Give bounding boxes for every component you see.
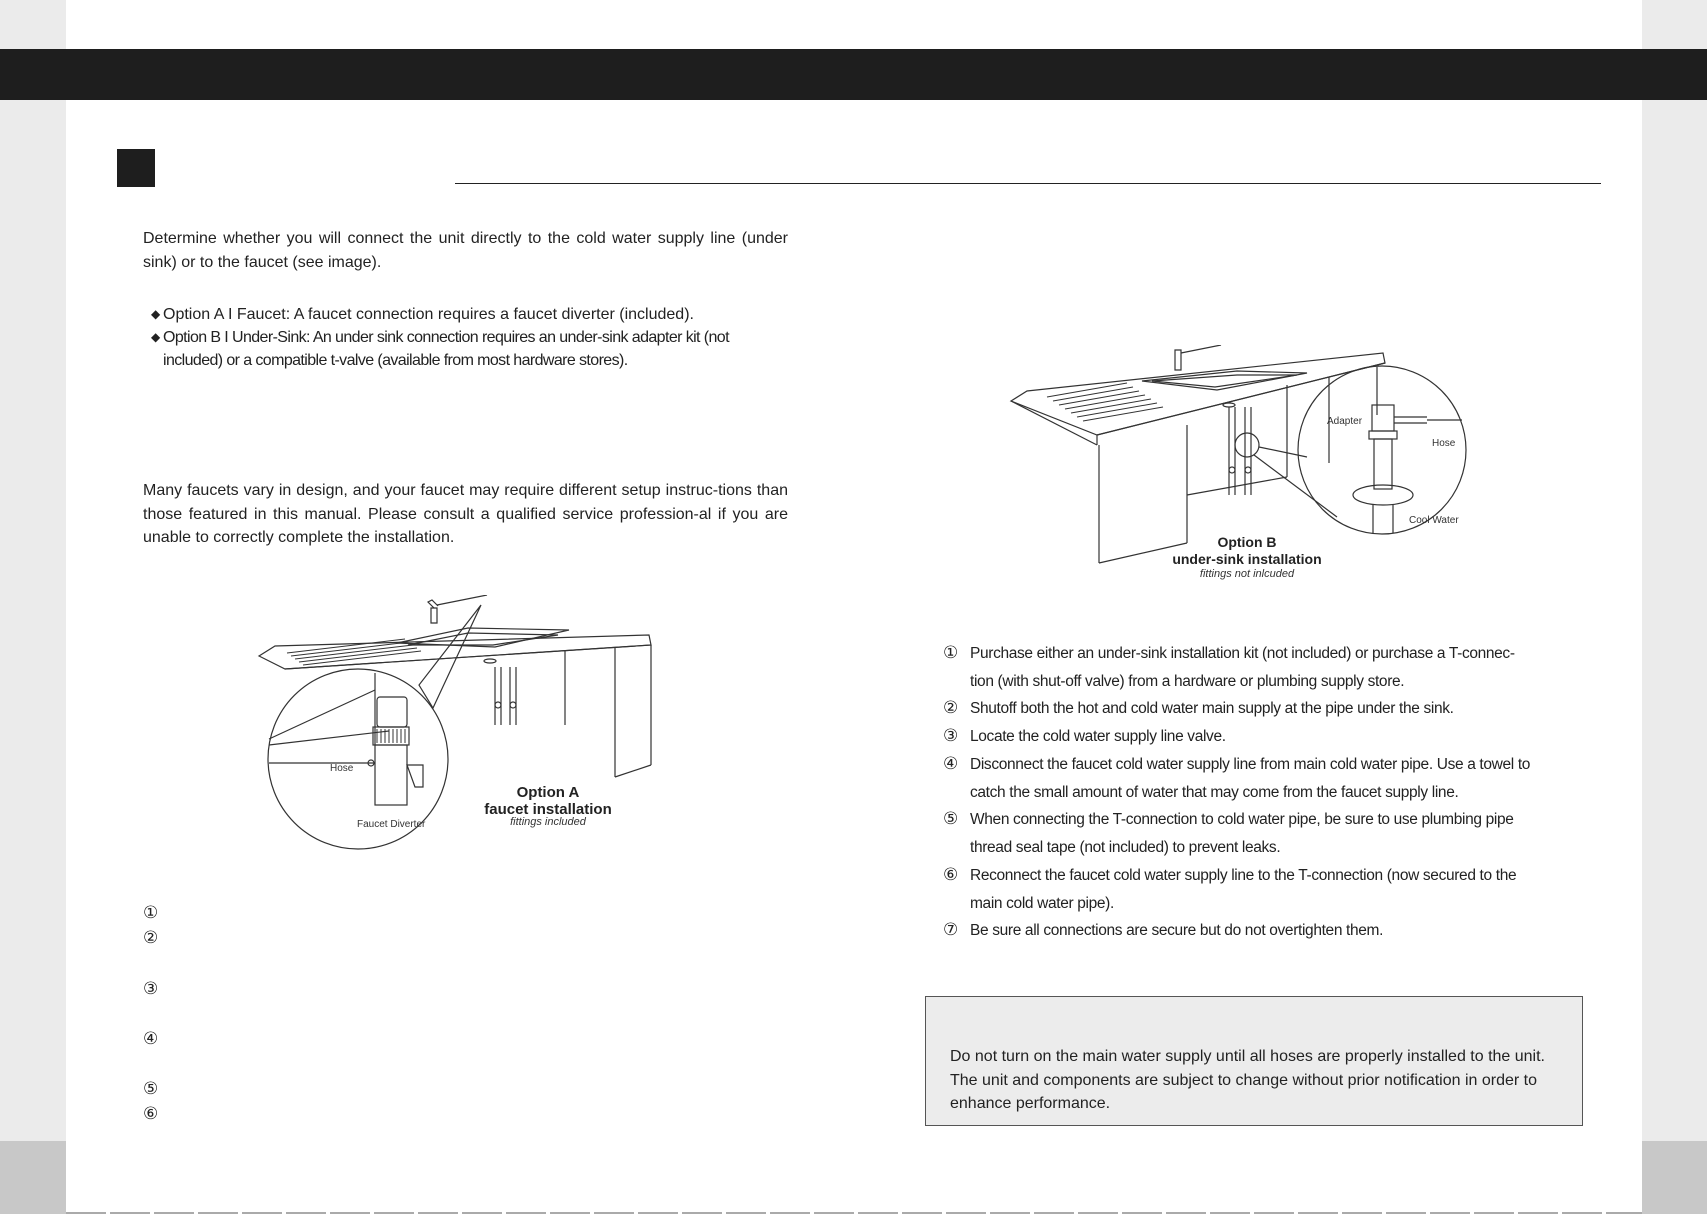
figure-a-illustration [255,595,655,860]
step-text: When connecting the T-connection to cold water pipe, be sure to use plumbing pipe [970,811,1514,828]
section-rule [455,183,1601,184]
step-number: ③ [943,726,959,746]
step-text: Purchase either an under-sink installation kit (not included) or purchase a T-connec- [970,645,1515,662]
faucet-note-paragraph: Many faucets vary in design, and your faucet may require different setup instruc-tions than those featured in this manual. Please consult a qualified service profession-al if you are unable to correctly complete the installation. [143,482,788,546]
left-step-number: ① [143,903,159,923]
left-step-number: ③ [143,979,159,999]
step-text: Shutoff both the hot and cold water main supply at the pipe under the sink. [970,700,1454,717]
step-text-continued: main cold water pipe). [970,894,1114,912]
figure-b-hose-label: Hose [1432,438,1456,449]
list-item [943,917,1563,945]
step-text: Locate the cold water supply line valve. [970,728,1226,745]
bullet-icon: ◆ [151,307,161,321]
list-item [943,751,1563,806]
figure-a-hose-label: Hose [330,763,354,774]
step-text-continued: thread seal tape (not included) to prevent leaks. [970,838,1281,856]
left-margin-strip [0,0,66,1214]
bullet-icon: ◆ [151,330,160,344]
left-page-tab [0,1141,66,1214]
notice-box [925,996,1583,1126]
figure-b-title: Option B [1217,534,1277,550]
left-step-number: ⑥ [143,1104,159,1124]
option-b-bullet [151,326,791,372]
figure-b-note: fittings not inlcuded [1199,568,1295,580]
step-number: ⑤ [943,809,959,829]
left-step-number: ⑤ [143,1079,159,1099]
right-page-tab [1642,1141,1707,1214]
list-item [943,640,1563,695]
step-number: ① [943,643,959,663]
figure-a-diverter-label: Faucet Diverter [357,819,426,830]
option-b-text: Option B I Under-Sink: An under sink connection requires an under-sink adapter kit (not included) or a compatible t-valve (available from most hardware stores). [163,329,729,369]
step-number: ⑦ [943,920,959,940]
step-number: ⑥ [943,865,959,885]
list-item [943,806,1563,861]
option-a-bullet [151,303,791,326]
header-bar [0,49,1707,100]
notice-text: Do not turn on the main water supply until all hoses are properly installed to the unit. The unit and components are subject to change without prior notification in order to enhance performance. [950,1048,1545,1112]
figure-a-title: Option A [516,784,580,801]
intro-paragraph: Determine whether you will connect the unit directly to the cold water supply line (under sink) or to the faucet (see image). [143,230,788,271]
step-number: ② [943,698,959,718]
step-text-continued: tion (with shut-off valve) from a hardware or plumbing supply store. [970,672,1405,690]
figure-b-subtitle: under-sink installation [1172,551,1322,567]
list-item [943,862,1563,917]
right-margin-strip [1642,0,1707,1214]
figure-a-subtitle: faucet installation [484,801,612,818]
list-item [943,723,1563,751]
figure-b-cool-water-label: Cool Water [1409,515,1459,526]
step-text: Reconnect the faucet cold water supply line to the T-connection (now secured to the [970,867,1517,884]
left-step-number: ② [143,928,159,948]
figure-a-note: fittings included [510,816,586,828]
option-a-text: Option A I Faucet: A faucet connection requires a faucet diverter (included). [163,306,694,323]
step-number: ④ [943,754,959,774]
step-text: Disconnect the faucet cold water supply line from main cold water pipe. Use a towel to [970,756,1531,773]
section-marker [117,149,155,187]
list-item [943,695,1563,723]
step-text-continued: catch the small amount of water that may come from the faucet supply line. [970,783,1459,801]
step-text: Be sure all connections are secure but do not overtighten them. [970,922,1384,939]
figure-b-adapter-label: Adapter [1327,416,1363,427]
figure-b-illustration [1007,345,1492,590]
left-step-number: ④ [143,1029,159,1049]
